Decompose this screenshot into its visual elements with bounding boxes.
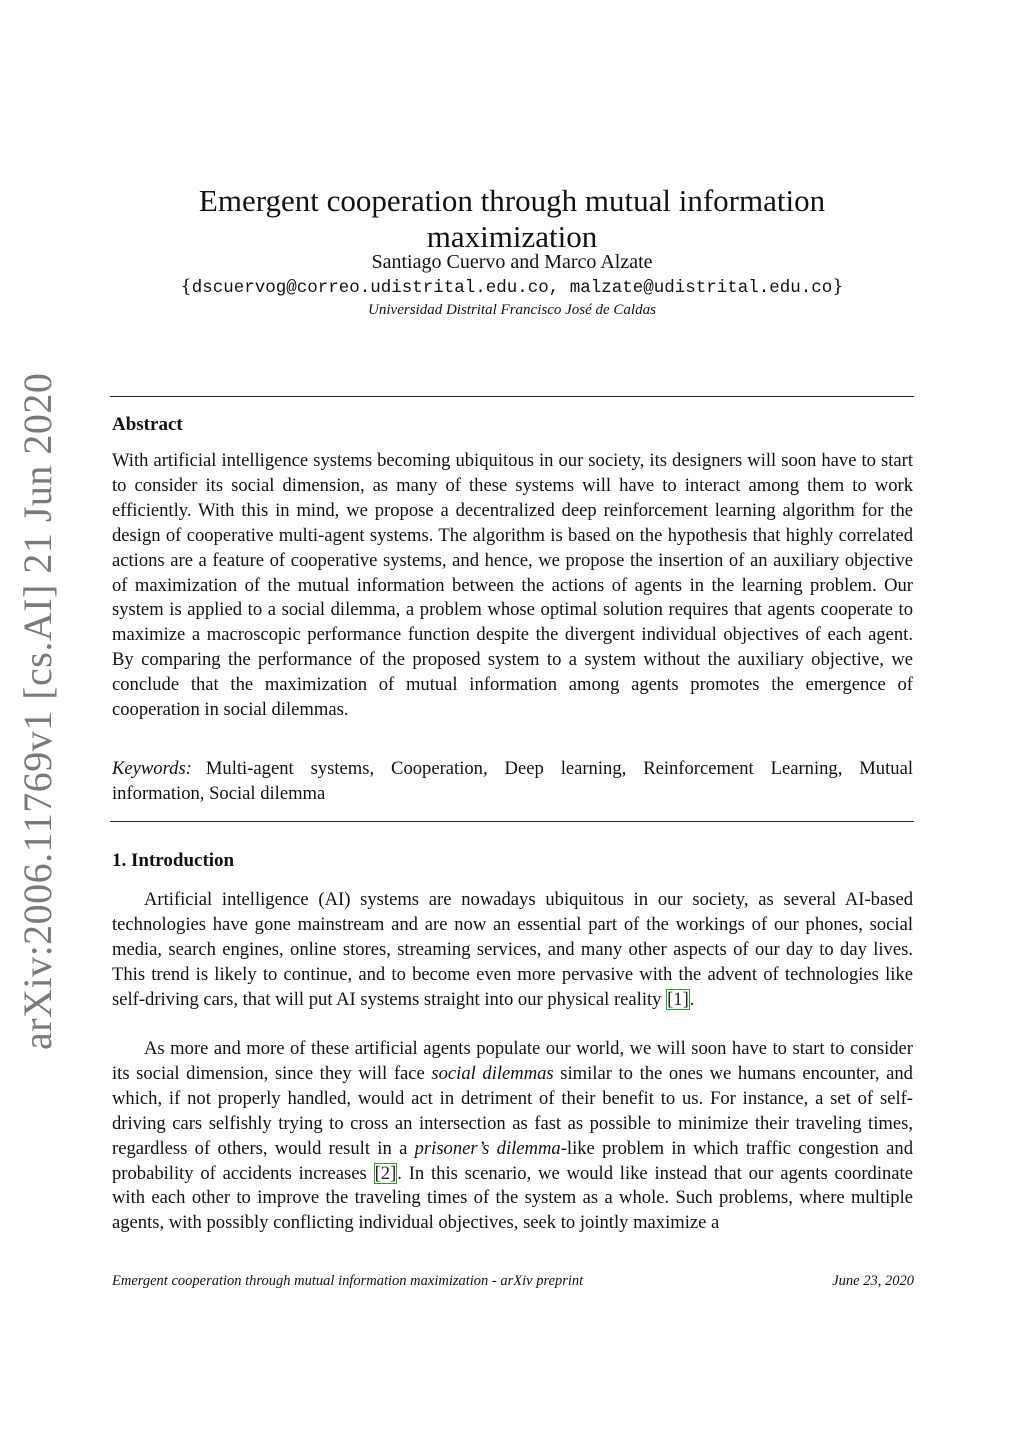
abstract-top-rule — [110, 396, 914, 397]
intro-p1-end: . — [689, 988, 695, 1010]
arxiv-side-stamp[interactable]: arXiv:2006.11769v1 [cs.AI] 21 Jun 2020 — [15, 372, 60, 1050]
affiliation: Universidad Distrital Francisco José de Caldas — [368, 302, 656, 318]
paper-title: Emergent cooperation through mutual information maximization — [198, 183, 826, 254]
intro-p2-part-a: As more and more of these artificial agents populate our world, we will soon have to start to consider its social dimension, since they will face — [112, 1038, 913, 1084]
intro-p2-part-c: -like problem in which traffic congestion and probability of accidents increases — [112, 1137, 913, 1184]
author-names: Santiago Cuervo and Marco Alzate — [371, 251, 653, 273]
abstract-bottom-rule — [110, 821, 914, 822]
citation-link-1[interactable]: [1] — [667, 988, 689, 1010]
intro-p1-text: Artificial intelligence (AI) systems are nowadays ubiquitous in our society, as several AI-based technologies have gone mainstream and are now an essential part of the workings of our phones, social media, search engines, online stores, streaming services, and many other aspects of our day to day lives. This trend is likely to continue, and to become even more pervasive with the advent of technologies like self-driving cars, that will put AI systems straight into our physical reality — [112, 889, 913, 1010]
footer-date: June 23, 2020 — [832, 1273, 914, 1289]
footer-running-title: Emergent cooperation through mutual information maximization - arXiv preprint — [112, 1273, 584, 1289]
keywords-list: Multi-agent systems, Cooperation, Deep learning, Reinforcement Learning, Mutual information, Social dilemma — [112, 758, 913, 804]
citation-link-2[interactable]: [2] — [374, 1162, 397, 1184]
intro-paragraph-2 — [112, 1037, 913, 1236]
keywords — [112, 757, 913, 807]
intro-paragraph-1 — [112, 888, 913, 1013]
abstract-heading: Abstract — [112, 414, 183, 435]
abstract-text: With artificial intelligence systems becoming ubiquitous in our society, its designers will soon have to start to consider its social dimension, as many of these systems will have to interact among them to work efficiently. With this in mind, we propose a decentralized deep reinforcement learning algorithm for the design of cooperative multi-agent systems. The algorithm is based on the hypothesis that highly correlated actions are a feature of cooperative systems, and hence, we propose the insertion of an auxiliary objective of maximization of the mutual information between the actions of agents in the learning problem. Our system is applied to a social dilemma, a problem whose optimal solution requires that agents cooperate to maximize a macroscopic performance function despite the divergent individual objectives of each agent. By comparing the performance of the proposed system to a system without the auxiliary objective, we conclude that the maximization of mutual information among agents promotes the emergence of cooperation in social dilemmas. — [112, 450, 913, 721]
email-list[interactable]: dscuervog@correo.udistrital.edu.co, malzate@udistrital.edu.co — [191, 278, 833, 298]
intro-p2-part-d: . In this scenario, we would like instead that our agents coordinate with each other to improve the traveling times of the system as a whole. Such problems, where multiple agents, with possibly conflicting individual objectives, seek to jointly maximize a — [112, 1162, 913, 1234]
email-close-brace: } — [832, 276, 844, 297]
email-open-brace: { — [180, 276, 192, 297]
author-emails — [110, 276, 914, 298]
keywords-label: Keywords: — [112, 758, 192, 779]
intro-p2-part-b: similar to the ones we humans encounter, and which, if not properly handled, would act in detriment of their benefit to us. For instance, a set of self-driving cars selfishly trying to cross an intersection as fast as possible to minimize their traveling times, regardless of others, would result in a — [112, 1062, 913, 1159]
introduction-heading: 1. Introduction — [112, 850, 235, 871]
term-social-dilemmas: social dilemmas — [431, 1062, 554, 1084]
term-prisoners-dilemma: prisoner’s dilemma — [414, 1137, 561, 1159]
